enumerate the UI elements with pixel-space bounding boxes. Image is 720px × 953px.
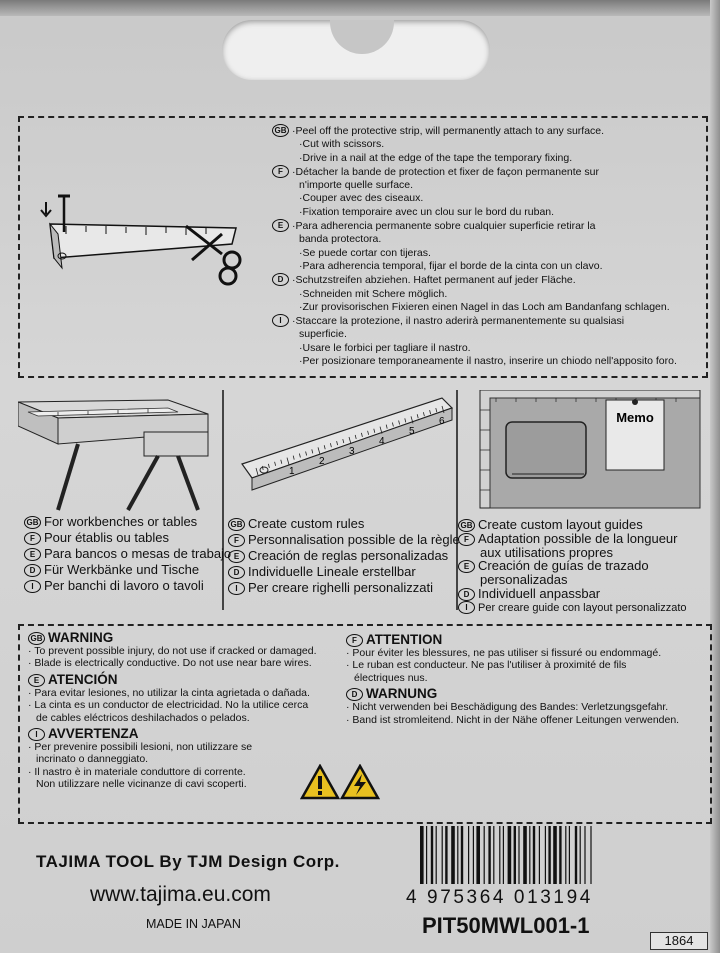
brand-name: TAJIMA TOOL By TJM Design Corp. (36, 852, 340, 871)
tape-scissors-illustration (36, 186, 256, 296)
barcode-bar (539, 826, 540, 884)
barcode-bar (548, 826, 550, 884)
barcode-bar (529, 826, 530, 884)
rule-number: 5 (409, 426, 415, 437)
barcode-bar (426, 826, 427, 884)
memo-label: Memo (616, 410, 654, 425)
barcode-bar (431, 826, 433, 884)
rule-number: 4 (379, 436, 385, 447)
barcode (420, 826, 678, 884)
barcode-bar (461, 826, 463, 884)
barcode-bar (518, 826, 519, 884)
warnung-title: WARNUNG (366, 686, 438, 702)
warning-title: WARNING (48, 630, 114, 645)
stock-code: 1864 (650, 932, 708, 950)
instr-gb-1: GB ·Peel off the protective strip, will permanently attach to any surface. (272, 124, 702, 138)
barcode-bar (451, 826, 455, 884)
card-top-edge (0, 0, 720, 16)
barcode-bar (569, 826, 570, 884)
barcode-bar (484, 826, 485, 884)
barcode-bar (533, 826, 535, 884)
layout-guide-illustration (476, 390, 706, 510)
atencion-title: ATENCIÓN (48, 671, 118, 687)
made-in: MADE IN JAPAN (146, 917, 241, 931)
barcode-bar (420, 826, 424, 884)
workbench-illustration (18, 392, 218, 512)
barcode-bar (584, 826, 585, 884)
warnings-left: GB WARNING · To prevent possible injury, do not use if cracked or damaged. · Blade is electrically conductive. Do not use near bare wires. E ATENCIÓN · Para evitar lesiones, no utilizar la cinta agrietada o dañada. · La cinta es un conductor de electricidad. No la utilice cerca de cables eléctricos deshilachados o pelados. I AVVERTENZA · Per prevenire possibili lesioni, non utilizzare se incrinato o danneggiato. · Il nastro è in materiale conduttore di corrente. Non utilizzare nelle vicinanze di cavi scoperti. (28, 630, 317, 791)
instr-d-1: D ·Schutzstreifen abziehen. Haftet permanent auf jeder Fläche. (272, 273, 702, 287)
barcode-bar (523, 826, 527, 884)
instr-e-1: E ·Para adherencia permanente sobre cualquier superficie retirar la (272, 219, 702, 233)
avvertenza-title: AVVERTENZA (48, 726, 139, 742)
electric-hazard-icon (340, 764, 380, 800)
product-sku: PIT50MWL001-1 (422, 913, 590, 938)
barcode-bar (476, 826, 480, 884)
uses-custom-rules: GB Create custom rules F Personnalisation possible de la règle E Creación de reglas personalizadas D Individuelle Lineale erstellbar I Per creare righelli personalizzati (228, 516, 460, 596)
caution-icon (300, 764, 340, 800)
rule-number: 2 (319, 456, 325, 467)
barcode-bar (508, 826, 512, 884)
attention-title: ATTENTION (366, 632, 443, 647)
barcode-bar (493, 826, 494, 884)
rule-number: 6 (439, 416, 445, 427)
rule-number: 1 (289, 466, 295, 477)
barcode-bar (442, 826, 443, 884)
barcode-bar (590, 826, 591, 884)
barcode-bar (499, 826, 500, 884)
barcode-bar (545, 826, 546, 884)
uses-layout-guides: GB Create custom layout guides F Adaptation possible de la longueur aux utilisations propres E Creación de guías de trazado personalizadas D Individuell anpassbar I Per creare guide con layout personalizzato (458, 518, 687, 615)
barcode-number: 4 975364 013194 (406, 887, 593, 908)
barcode-bar (559, 826, 561, 884)
barcode-bar (565, 826, 566, 884)
barcode-bar (503, 826, 504, 884)
rule-number: 3 (349, 446, 355, 457)
arrow-down (41, 202, 51, 216)
barcode-bar (436, 826, 437, 884)
uses-workbench: GB For workbenches or tables F Pour établis ou tables E Para bancos o mesas de trabajo D Für Werkbänke und Tische I Per banchi di lavoro o tavoli (24, 514, 231, 594)
website-url: www.tajima.eu.com (90, 883, 271, 906)
barcode-bar (580, 826, 581, 884)
barcode-bar (468, 826, 469, 884)
barcode-bar (514, 826, 516, 884)
instr-i-1: I ·Staccare la protezione, il nastro aderirà permanentemente su qualsiasi (272, 314, 702, 328)
barcode-bar (553, 826, 557, 884)
barcode-bar (473, 826, 474, 884)
instructions-text: GB ·Peel off the protective strip, will permanently attach to any surface. ·Cut with scissors. ·Drive in a nail at the edge of the tape the temporary fixing. F ·Détacher la bande de protection et fixer de façon permanente sur n'importe quelle surface. ·Couper avec des ciseaux. ·Fixation temporaire avec un clou sur le bord du ruban. E ·Para adherencia permanente sobre cualquier superficie retirar la banda protectora. ·Se puede cortar con tijeras. ·Para adherencia temporal, fijar el borde de la cinta con un clavo. D ·Schutzstreifen abziehen. Haftet permanent auf jeder Fläche. ·Schneiden mit Schere möglich. ·Zur provisorischen Fixieren einen Nagel in das Loch am Bandanfang schlagen. I ·Staccare la protezione, il nastro aderirà permanentemente su qualsiasi superficie. ·Usare le forbici per tagliare il nastro. ·Per posizionare temporaneamente il nastro, inserire un chiodo nell'apposito foro. (272, 124, 702, 368)
barcode-bar (575, 826, 577, 884)
warnings-right: F ATTENTION · Pour éviter les blessures, ne pas utiliser si fissuré ou endommagé. · Le ruban est conducteur. Ne pas l'utiliser à proximité de fils électriques nus. D WARNUNG · Nicht verwenden bei Beschädigung des Bandes: Verletzungsgefahr. · Band ist stromleitend. Nicht in der Nähe offener Leitungen verwenden. (346, 632, 680, 726)
barcode-bar (488, 826, 490, 884)
barcode-bar (445, 826, 447, 884)
barcode-bar (457, 826, 458, 884)
custom-rule-illustration (236, 392, 456, 502)
instr-f-1: F ·Détacher la bande de protection et fixer de façon permanente sur (272, 165, 702, 179)
